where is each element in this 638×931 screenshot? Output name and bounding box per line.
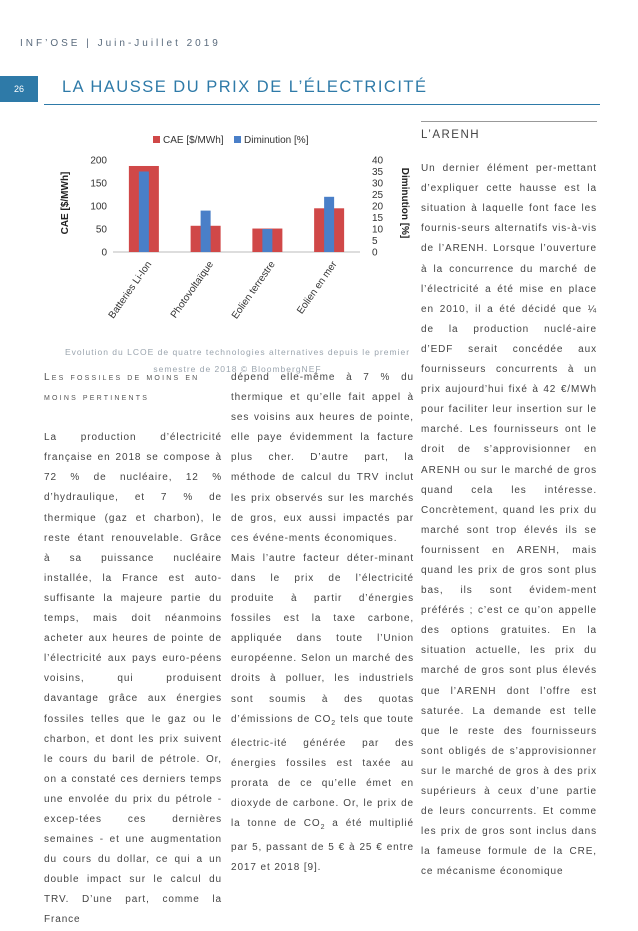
legend-swatch-diminution: [234, 136, 241, 143]
y-tick-label: 200: [90, 155, 107, 167]
bar-diminution: [201, 211, 211, 252]
col3-paragraph: Un dernier élément per-mettant d’expliquer cette hausse est la situation à laquelle font face les fournis-seurs alternatifs vis-à-vis de l’ARENH. Lorsque l’ouverture à la concurrence du marché de l’électricité a été mise en place en 2010, il a été décidé que ¼ de la production nuclé-aire d’EDF serait concédée aux fournisseurs concurrents à un prix aujourd’hui fixé à 42 €/MWh pour faciliter leur insertion sur le marché. Les fournisseurs ont le droit de s’approvisionner en ARENH ou sur le marché de gros quand cela les intéresse. Concrètement, quand les prix du marché sont trop élevés ils se fournissent en ARENH, mais quand les prix de gros sont plus bas, ils sont évidem-ment préférés ; c’est ce qu’on appelle des options gratuites. En la situation actuelle, les prix du marché de gros sont plus élevés que l’ARENH dont l’offre est saturée. La demande est telle que le reste des fournisseurs sont obligés de s’approvisionner sur le marché de gros à des prix supérieurs à ceux d’une partie de leurs concurrents. Et comme les prix de gros sont inclus dans la fameuse formule de la CRE, ce mécanisme économique: [421, 163, 597, 878]
page-number: 26: [0, 76, 38, 102]
section-title: LA HAUSSE DU PRIX DE L’ÉLECTRICITÉ: [62, 78, 428, 96]
y2-tick-label: 5: [372, 236, 378, 247]
y2-tick-label: 20: [372, 201, 384, 213]
x-tick-label: Eolien en mer: [295, 259, 340, 317]
x-tick-label: Eolien terrestre: [229, 259, 278, 322]
y-axis-title: CAE [$/MWh]: [60, 171, 71, 235]
caption-line-2: semestre de 2018 © BloombergNEF: [153, 364, 322, 374]
arenh-heading: L’ARENH: [421, 129, 481, 141]
running-head: INF’OSE | Juin-Juillet 2019: [20, 38, 221, 49]
column-3: [421, 125, 597, 882]
x-tick-label: Batteries Li-Ion: [106, 259, 155, 321]
y-tick-label: 150: [90, 178, 107, 190]
y2-tick-label: 35: [372, 167, 384, 178]
co2-subscript-2: 2: [320, 824, 326, 832]
column-3-rule: [421, 121, 597, 122]
col2-p2-part2: tels que toute électric-ité générée par des énergies fossiles est taxée au prorata de ce qu’elle émet en dioxyde de carbone. Or, le prix de la tonne de CO: [231, 713, 414, 830]
legend-label-cae: CAE [$/MWh]: [163, 135, 224, 146]
caption-line-1: Evolution du LCOE de quatre technologies alternatives depuis le premier: [64, 347, 411, 357]
y-tick-label: 0: [101, 247, 107, 259]
legend-swatch-cae: [153, 136, 160, 143]
co2-subscript-1: 2: [331, 719, 337, 727]
bar-chart-svg: [40, 128, 415, 328]
title-rule: [44, 104, 600, 105]
col2-paragraph-1: dépend elle-même à 7 % du thermique et qu’elle fait appel à ses voisins aux heures de pointe, elle paye évidemment la facture plus cher. D’autre part, la méthode de calcul du TRV inclut les prix observés sur les marchés de gros, eux aussi impactés par ces événe-ments économiques.: [231, 372, 414, 544]
bar-diminution: [262, 229, 272, 252]
y2-tick-label: 30: [372, 178, 384, 190]
chart: [40, 128, 415, 328]
legend-label-diminution: Diminution [%]: [244, 135, 309, 146]
x-tick-label: Photovoltaïque: [168, 259, 217, 321]
y2-tick-label: 40: [372, 155, 384, 167]
col2-paragraph-2: [231, 549, 414, 879]
y2-tick-label: 10: [372, 224, 384, 236]
col1-paragraph: La production d’électricité française en 2018 se compose à 72 % de nucléaire, 12 % d’hydraulique, et 7 % de thermique (gaz et charbon), le reste étant renouvelable. Grâce à sa puissance nucléaire installée, la France est auto-suffisante la majeure partie du temps, mais doit néanmoins acheter aux heures de pointe de l’électricité aux pays euro-péens voisins, qui produisent davantage grâce aux énergies fossiles telles que le gaz ou le charbon, et dont les prix suivent le cours du baril de pétrole. Or, on a constaté ces derniers temps une envolée du prix du pétrole - excep-tées ces dernières semaines - et une augmentation du cours du dollar, ce qui a un double impact sur le calcul du TRV. D’une part, comme la France: [44, 432, 222, 926]
bar-diminution: [324, 197, 334, 252]
column-1: [44, 368, 222, 931]
bar-diminution: [139, 172, 149, 253]
y2-tick-label: 25: [372, 190, 384, 201]
y2-axis-title: Diminution [%]: [399, 167, 410, 239]
column-2: [231, 368, 414, 878]
col2-p2-part3: a été multiplié par 5, passant de 5 € à 25 € entre 2017 et 2018 [9].: [231, 818, 414, 874]
subsection-heading: Les fossiles de moins en moins pertinents: [44, 372, 200, 404]
col2-p2-part1: Mais l’autre facteur déter-minant dans le prix de l’électricité produite à partir d’énergies fossiles est la taxe carbone, appliquée dans toute l’Union européenne. Selon un marché des droits à polluer, les industriels sont soumis à des quotas d’émissions de CO: [231, 552, 414, 725]
y2-tick-label: 15: [372, 213, 384, 224]
y-tick-label: 50: [95, 224, 107, 236]
y-tick-label: 100: [90, 201, 107, 213]
y2-tick-label: 0: [372, 247, 378, 259]
